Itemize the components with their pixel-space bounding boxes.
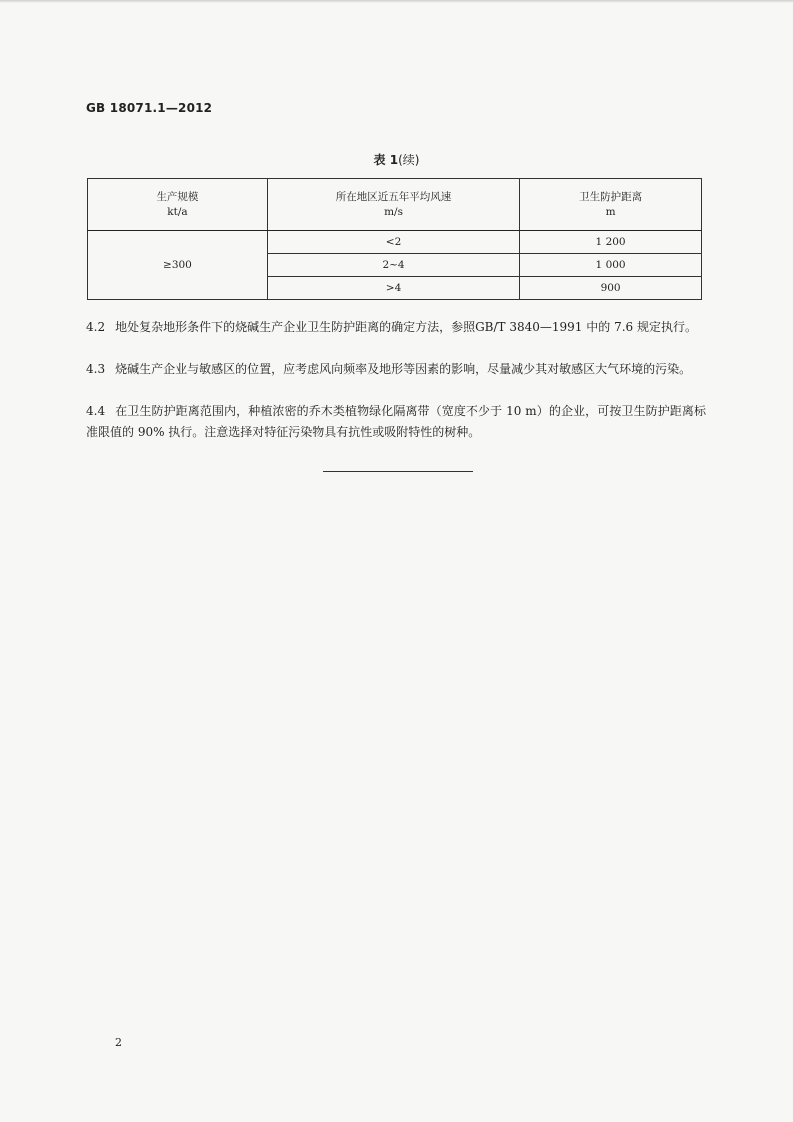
clause-text: 在卫生防护距离范围内，种植浓密的乔木类植物绿化隔离带（宽度不少于 10 m）的企业，可按卫生防护距离标准限值的 90% 执行。注意选择对特征污染物具有抗性或吸附特性的树种。: [86, 404, 706, 439]
column-header-unit: m/s: [384, 205, 403, 218]
clause-4-4: [86, 401, 706, 443]
distance-cell: 900: [520, 277, 702, 300]
column-header-wind-speed: [267, 179, 519, 231]
distance-cell: 1 000: [520, 254, 702, 277]
clause-4-2: [86, 317, 706, 338]
column-header-unit: m: [605, 205, 616, 218]
wind-speed-cell: >4: [267, 277, 519, 300]
standard-code: GB 18071.1—2012: [86, 101, 213, 115]
table-caption-suffix: (续): [398, 153, 420, 167]
column-header-label: 生产规模: [156, 190, 199, 203]
scan-edge: [0, 0, 793, 3]
table-row: [88, 231, 702, 254]
wind-speed-cell: <2: [267, 231, 519, 254]
column-header-label: 卫生防护距离: [579, 190, 643, 203]
clause-text: 地处复杂地形条件下的烧碱生产企业卫生防护距离的确定方法，参照GB/T 3840—1991 中的 7.6 规定执行。: [115, 320, 697, 334]
end-of-document-rule: [323, 471, 473, 472]
column-header-label: 所在地区近五年平均风速: [335, 190, 452, 203]
clause-number: 4.2: [86, 320, 106, 334]
table-header-row: [88, 179, 702, 231]
table-caption: [0, 151, 793, 168]
scale-cell: ≥300: [88, 231, 268, 300]
column-header-scale: [88, 179, 268, 231]
page-number: 2: [115, 1036, 122, 1049]
distance-cell: 1 200: [520, 231, 702, 254]
clause-4-3: [86, 359, 706, 380]
table-caption-title: 表 1: [373, 153, 399, 167]
clause-number: 4.4: [86, 404, 106, 418]
distance-table: [87, 178, 702, 300]
column-header-distance: [520, 179, 702, 231]
clause-number: 4.3: [86, 362, 106, 376]
wind-speed-cell: 2~4: [267, 254, 519, 277]
column-header-unit: kt/a: [167, 205, 188, 218]
clause-text: 烧碱生产企业与敏感区的位置，应考虑风向频率及地形等因素的影响，尽量减少其对敏感区大气环境的污染。: [115, 362, 692, 376]
